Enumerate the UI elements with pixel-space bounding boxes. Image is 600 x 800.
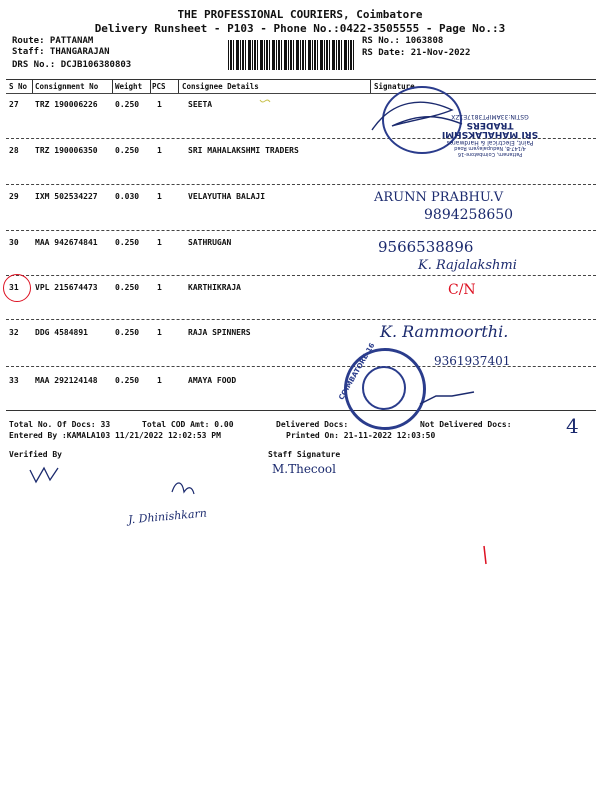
row-consignee: RAJA SPINNERS <box>188 328 251 337</box>
company-title: THE PROFESSIONAL COURIERS, Coimbatore <box>177 8 423 21</box>
delivered-docs: Delivered Docs: <box>276 420 349 429</box>
row-pcs: 1 <box>157 146 162 155</box>
row-sno: 28 <box>9 146 19 155</box>
rs-date: RS Date: 21-Nov-2022 <box>362 48 471 58</box>
drs-number: DRS No.: DCJB106380803 <box>12 60 132 70</box>
handwritten-phone-30: 9566538896 <box>378 238 474 256</box>
initials-mark <box>172 483 194 494</box>
signature-27 <box>372 102 462 130</box>
traders-stamp-line: GSTIN:33AMIPT3817E1ZX <box>451 112 529 120</box>
col-header-pcs: PCS <box>152 82 166 91</box>
rs-number: RS No.: 1063808 <box>362 36 444 46</box>
verified-by-label: Verified By <box>9 450 62 459</box>
row-pcs: 1 <box>157 376 162 385</box>
verifier-handwritten-signature: J. Dhinishkarn <box>127 506 208 527</box>
handwritten-phone-32: 9361937401 <box>434 354 511 368</box>
row-sno: 27 <box>9 100 19 109</box>
traders-stamp-line: Paint, Electrical & Hardwares <box>446 138 534 146</box>
row-consignment: IXM 502534227 <box>35 192 98 201</box>
row-weight: 0.250 <box>115 100 140 109</box>
row-consignment: DDG 4584891 <box>35 328 88 337</box>
row-consignee: SRI MAHALAKSHMI TRADERS <box>188 146 299 155</box>
row-sno: 31 <box>9 283 19 292</box>
entered-by: Entered By :KAMALA103 11/21/2022 12:02:53 PM <box>9 431 221 440</box>
row-pcs: 1 <box>157 192 162 201</box>
row-sno: 30 <box>9 238 19 247</box>
scribble <box>260 100 270 102</box>
signature-33 <box>420 392 474 404</box>
row-consignee: VELAYUTHA BALAJI <box>188 192 266 201</box>
row-consignee: SEETA <box>188 100 213 109</box>
handwritten-name-32: K. Rammoorthi. <box>380 322 509 341</box>
row-pcs: 1 <box>157 328 162 337</box>
row-consignee: AMAYA FOOD <box>188 376 237 385</box>
row-weight: 0.250 <box>115 283 140 292</box>
col-header-consignee: Consignee Details <box>182 82 259 91</box>
col-header-sno: S No <box>9 82 28 91</box>
row-consignment: MAA 292124148 <box>35 376 98 385</box>
row-weight: 0.250 <box>115 328 140 337</box>
row-consignee: KARTHIKRAJA <box>188 283 241 292</box>
col-header-consignment: Consignment No <box>35 82 99 91</box>
handwritten-name-30: K. Rajalakshmi <box>418 258 517 273</box>
row-weight: 0.030 <box>115 192 140 201</box>
col-header-signature: Signature <box>374 82 415 91</box>
handwritten-cn-mark: C/N <box>448 282 476 298</box>
row-consignment: TRZ 190006226 <box>35 100 98 109</box>
total-docs: Total No. Of Docs: 33 <box>9 420 111 429</box>
row-sno: 29 <box>9 192 19 201</box>
col-header-weight: Weight <box>115 82 143 91</box>
row-sno: 33 <box>9 376 19 385</box>
round-seal-label: COIMBATORE-16 <box>337 341 377 402</box>
handwritten-name-29: ARUNN PRABHU.V <box>374 190 504 205</box>
row-weight: 0.250 <box>115 376 140 385</box>
handwritten-phone-29: 9894258650 <box>424 207 514 223</box>
row-consignment: TRZ 190006350 <box>35 146 98 155</box>
row-pcs: 1 <box>157 100 162 109</box>
route-label: Route: PATTANAM <box>12 36 94 46</box>
row-consignment: VPL 215674473 <box>35 283 98 292</box>
row-pcs: 1 <box>157 238 162 247</box>
row-consignee: SATHRUGAN <box>188 238 232 247</box>
verified-signature <box>30 468 58 482</box>
total-cod: Total COD Amt: 0.00 <box>142 420 234 429</box>
not-delivered-docs: Not Delivered Docs: <box>420 420 512 429</box>
row-sno: 32 <box>9 328 19 337</box>
row-consignment: MAA 942674841 <box>35 238 98 247</box>
traders-stamp-line: 4/147-B, Nadupalayam Road <box>454 145 526 152</box>
printed-on: Printed On: 21-11-2022 12:03:50 <box>286 431 436 440</box>
staff-label: Staff: THANGARAJAN <box>12 47 110 57</box>
staff-signature-label: Staff Signature <box>268 450 341 459</box>
runsheet-subtitle: Delivery Runsheet - P103 - Phone No.:0422-3505555 - Page No.:3 <box>94 22 506 35</box>
row-pcs: 1 <box>157 283 162 292</box>
row-weight: 0.250 <box>115 238 140 247</box>
red-tick-mark <box>484 546 486 564</box>
traders-stamp-line: Pattanam, Coimbatore-16 <box>457 150 523 157</box>
row-weight: 0.250 <box>115 146 140 155</box>
traders-stamp-line: SRI MAHALAKSHMI TRADERS <box>441 119 539 140</box>
staff-handwritten-signature: M.Thecool <box>272 462 336 476</box>
handwritten-delivered-count: 4 <box>566 414 579 438</box>
